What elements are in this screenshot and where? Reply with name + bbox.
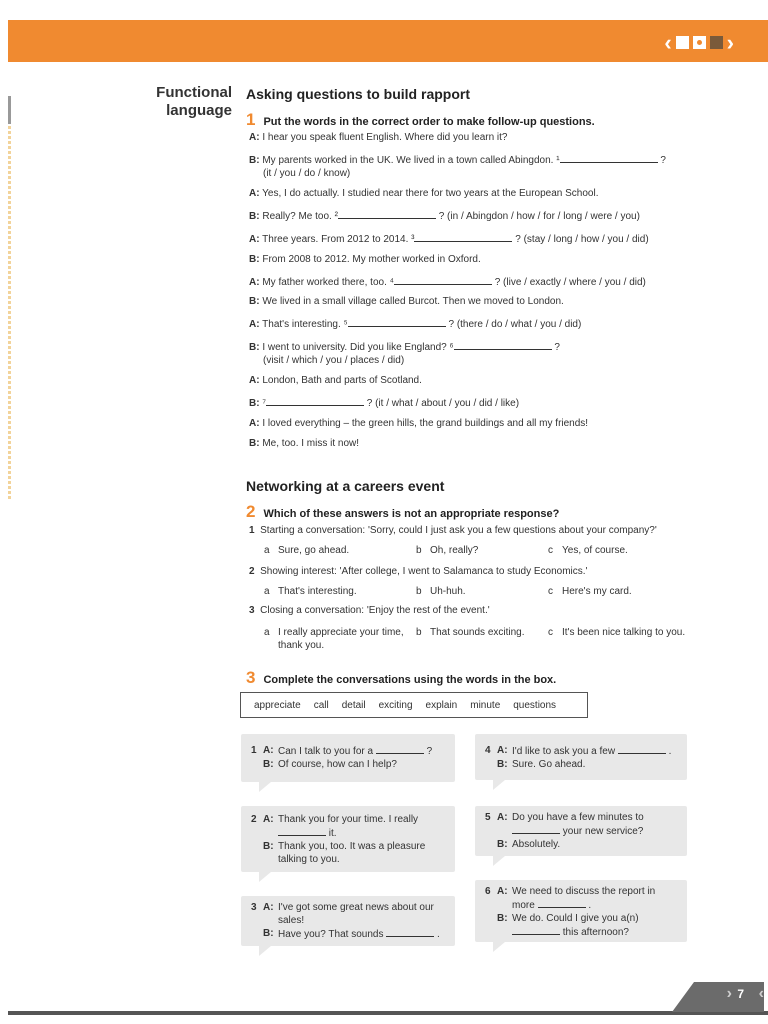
side-label-line: language <box>166 102 232 119</box>
speech-bubble: 1 A: Can I talk to you for a ? B: Of course, how can I help? <box>241 734 455 782</box>
margin-strip <box>8 96 11 500</box>
exercise-number: 1 <box>246 110 256 129</box>
word-option[interactable]: detail <box>341 699 366 711</box>
answer-blank[interactable] <box>386 927 434 937</box>
exercise-number: 3 <box>246 668 256 687</box>
exercise-instruction <box>246 502 559 522</box>
speech-bubble: 2 A: Thank you for your time. I really it. B: Thank you, too. It was a pleasure talking to you. <box>241 806 455 872</box>
speech-bubble: 6 A: We need to discuss the report in more . B: We do. Could I give you a(n) this afternoon? <box>475 880 687 942</box>
top-banner <box>8 20 768 62</box>
square-icon <box>676 36 689 49</box>
answer-blank[interactable] <box>376 744 424 754</box>
speech-bubble: 4 A: I'd like to ask you a few . B: Sure. Go ahead. <box>475 734 687 780</box>
dialogue-line: B: Me, too. I miss it now! <box>249 438 360 449</box>
dialogue-line: B: From 2008 to 2012. My mother worked in Oxford. <box>249 254 481 265</box>
page-tab <box>672 982 764 1012</box>
dialogue-line: A: I hear you speak fluent English. Where did you learn it? <box>249 132 508 143</box>
dialogue-line: A: My father worked there, too. ⁴ ? (live / exactly / where / you / did) <box>249 277 646 288</box>
margin-marker <box>8 96 11 124</box>
dialogue-line: A: London, Bath and parts of Scotland. <box>249 375 422 386</box>
answer-blank[interactable] <box>266 396 364 406</box>
question-item: 3 Closing a conversation: 'Enjoy the rest of the event.' <box>249 605 490 616</box>
exercise-instruction <box>246 668 556 688</box>
question-item: 1 Starting a conversation: 'Sorry, could I just ask you a few questions about your company?' <box>249 525 657 536</box>
speech-bubble: 3 A: I've got some great news about our sales! B: Have you? That sounds . <box>241 896 455 946</box>
answer-blank[interactable] <box>512 824 560 834</box>
answer-blank[interactable] <box>560 153 658 163</box>
dialogue-line: A: That's interesting. ⁵ ? (there / do / what / you / did) <box>249 319 582 330</box>
answer-blank[interactable] <box>618 744 666 754</box>
word-option[interactable]: appreciate <box>254 699 301 711</box>
answer-option[interactable]: c It's been nice talking to you. <box>548 627 686 638</box>
chevron-right-icon[interactable]: › <box>726 29 734 55</box>
answer-option[interactable]: c Yes, of course. <box>548 545 628 556</box>
answer-option[interactable]: c Here's my card. <box>548 586 632 597</box>
speech-bubble: 5 A: Do you have a few minutes to your new service? B: Absolutely. <box>475 806 687 856</box>
answer-blank[interactable] <box>454 340 552 350</box>
side-label-line: Functional <box>156 84 232 101</box>
instruction-text: Put the words in the correct order to make follow-up questions. <box>263 116 595 128</box>
answer-option[interactable]: b Oh, really? <box>416 545 479 556</box>
exercise-instruction <box>246 110 595 130</box>
square-dot-icon <box>693 36 706 49</box>
answer-blank[interactable] <box>512 925 560 935</box>
page-number: 7 <box>737 987 744 1001</box>
dialogue-line: A: Yes, I do actually. I studied near there for two years at the European School. <box>249 188 599 199</box>
instruction-text: Complete the conversations using the words in the box. <box>263 674 557 686</box>
answer-blank[interactable] <box>338 209 436 219</box>
chevron-left-icon: ‹ <box>758 985 764 1002</box>
square-dark-icon <box>710 36 723 49</box>
answer-option[interactable]: a That's interesting. <box>264 586 357 597</box>
instruction-text: Which of these answers is not an appropriate response? <box>263 508 560 520</box>
answer-option[interactable]: b That sounds exciting. <box>416 627 525 638</box>
section-title: Asking questions to build rapport <box>246 86 470 102</box>
answer-blank[interactable] <box>538 898 586 908</box>
dialogue-line: A: I loved everything – the green hills, the grand buildings and all my friends! <box>249 418 589 429</box>
dialogue-line: B: We lived in a small village called Burcot. Then we moved to London. <box>249 296 564 307</box>
answer-blank[interactable] <box>414 232 512 242</box>
dialogue-line: B: My parents worked in the UK. We lived in a town called Abingdon. ¹ ? (it / you / do / know) <box>249 155 666 179</box>
word-option[interactable]: exciting <box>378 699 413 711</box>
section-title: Networking at a careers event <box>246 478 445 494</box>
word-option[interactable]: minute <box>470 699 501 711</box>
answer-blank[interactable] <box>394 275 492 285</box>
answer-blank[interactable] <box>278 826 326 836</box>
word-option[interactable]: explain <box>425 699 458 711</box>
dialogue-line: A: Three years. From 2012 to 2014. ³ ? (stay / long / how / you / did) <box>249 234 649 245</box>
dialogue-line: B: I went to university. Did you like England? ⁶ ? (visit / which / you / places / did) <box>249 342 560 366</box>
question-item: 2 Showing interest: 'After college, I went to Salamanca to study Economics.' <box>249 566 588 577</box>
exercise-number: 2 <box>246 502 256 521</box>
chevron-left-icon[interactable]: ‹ <box>664 29 672 55</box>
answer-option[interactable]: a Sure, go ahead. <box>264 545 350 556</box>
word-box <box>240 692 588 718</box>
word-option[interactable]: questions <box>513 699 557 711</box>
page-navigation <box>664 29 734 55</box>
answer-option[interactable]: a I really appreciate your time, thank you. <box>264 627 404 651</box>
dialogue-line: B: ⁷ ? (it / what / about / you / did / like) <box>249 398 520 409</box>
footer-bar <box>8 1011 768 1015</box>
dialogue-line: B: Really? Me too. ² ? (in / Abingdon / how / for / long / were / you) <box>249 211 640 222</box>
section-side-label <box>120 84 232 120</box>
answer-blank[interactable] <box>348 317 446 327</box>
word-option[interactable]: call <box>313 699 329 711</box>
chevron-right-icon: › <box>726 985 732 1002</box>
answer-option[interactable]: b Uh-huh. <box>416 586 466 597</box>
